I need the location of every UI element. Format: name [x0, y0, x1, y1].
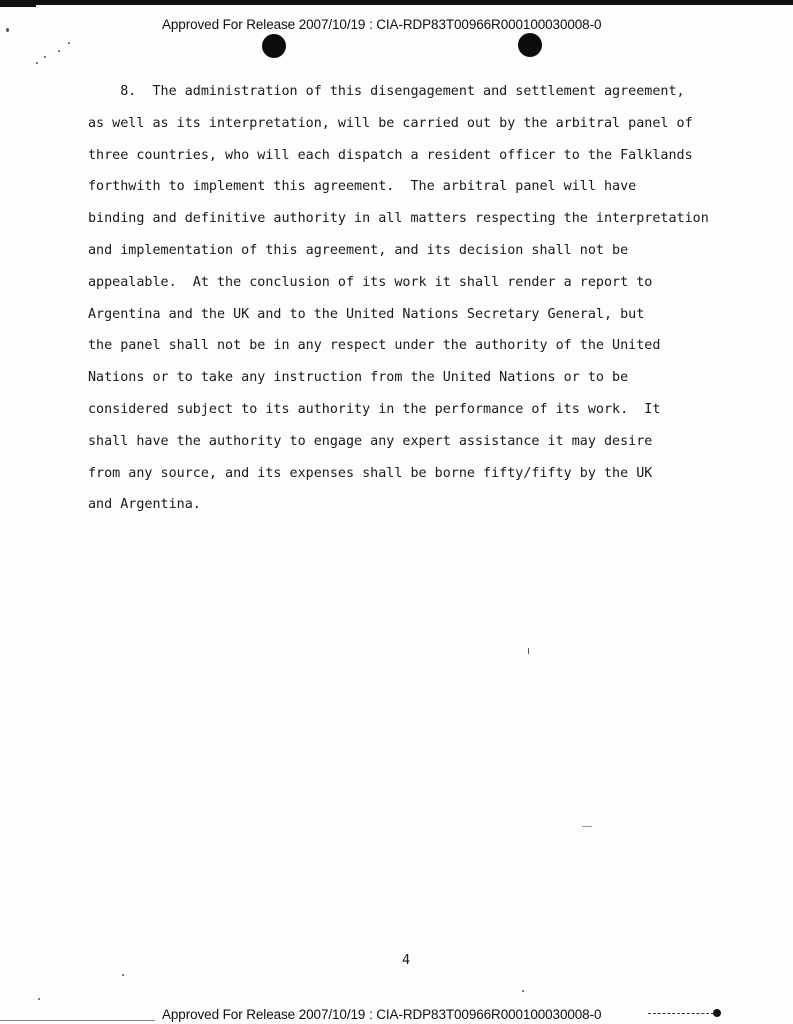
text-line: and implementation of this agreement, and its decision shall not be	[88, 242, 629, 258]
scan-artifact-dash	[648, 1013, 714, 1014]
top-scan-edge-mark	[0, 0, 36, 7]
page-number: 4	[402, 952, 411, 968]
scan-speck	[122, 974, 124, 976]
text-line: binding and definitive authority in all matters respecting the interpretation	[88, 211, 709, 227]
text-line: from any source, and its expenses shall be borne fifty/fifty by the UK	[88, 465, 653, 481]
header-release-stamp: Approved For Release 2007/10/19 : CIA-RDP83T00966R000100030008-0	[162, 17, 602, 32]
scan-speck	[582, 826, 592, 827]
text-line: and Argentina.	[88, 497, 201, 513]
scan-speck	[36, 62, 38, 64]
scan-speck	[522, 990, 524, 992]
scan-speck	[528, 648, 529, 654]
scan-speck	[6, 28, 9, 32]
bottom-scan-edge	[0, 1020, 155, 1021]
scan-speck	[68, 42, 70, 44]
paragraph-8	[88, 76, 728, 521]
top-scan-edge	[0, 0, 793, 5]
scan-artifact-blob	[713, 1009, 721, 1017]
scan-speck	[38, 998, 40, 1000]
text-line: the panel shall not be in any respect under the authority of the United	[88, 338, 661, 354]
text-line: as well as its interpretation, will be carried out by the arbitral panel of	[88, 115, 693, 131]
punch-hole-right	[518, 33, 542, 57]
text-line: appealable. At the conclusion of its work it shall render a report to	[88, 274, 653, 290]
text-line: 8. The administration of this disengagement and settlement agreement,	[88, 84, 685, 99]
scan-speck	[58, 50, 60, 52]
text-line: forthwith to implement this agreement. The arbitral panel will have	[88, 179, 637, 195]
footer-release-stamp: Approved For Release 2007/10/19 : CIA-RDP83T00966R000100030008-0	[162, 1007, 602, 1022]
text-line: considered subject to its authority in the performance of its work. It	[88, 401, 661, 417]
text-line: shall have the authority to engage any expert assistance it may desire	[88, 433, 653, 449]
text-line: Argentina and the UK and to the United Nations Secretary General, but	[88, 306, 645, 322]
scan-speck	[44, 56, 46, 58]
text-line: Nations or to take any instruction from the United Nations or to be	[88, 370, 629, 386]
punch-hole-left	[262, 34, 286, 58]
text-line: three countries, who will each dispatch a resident officer to the Falklands	[88, 147, 693, 163]
